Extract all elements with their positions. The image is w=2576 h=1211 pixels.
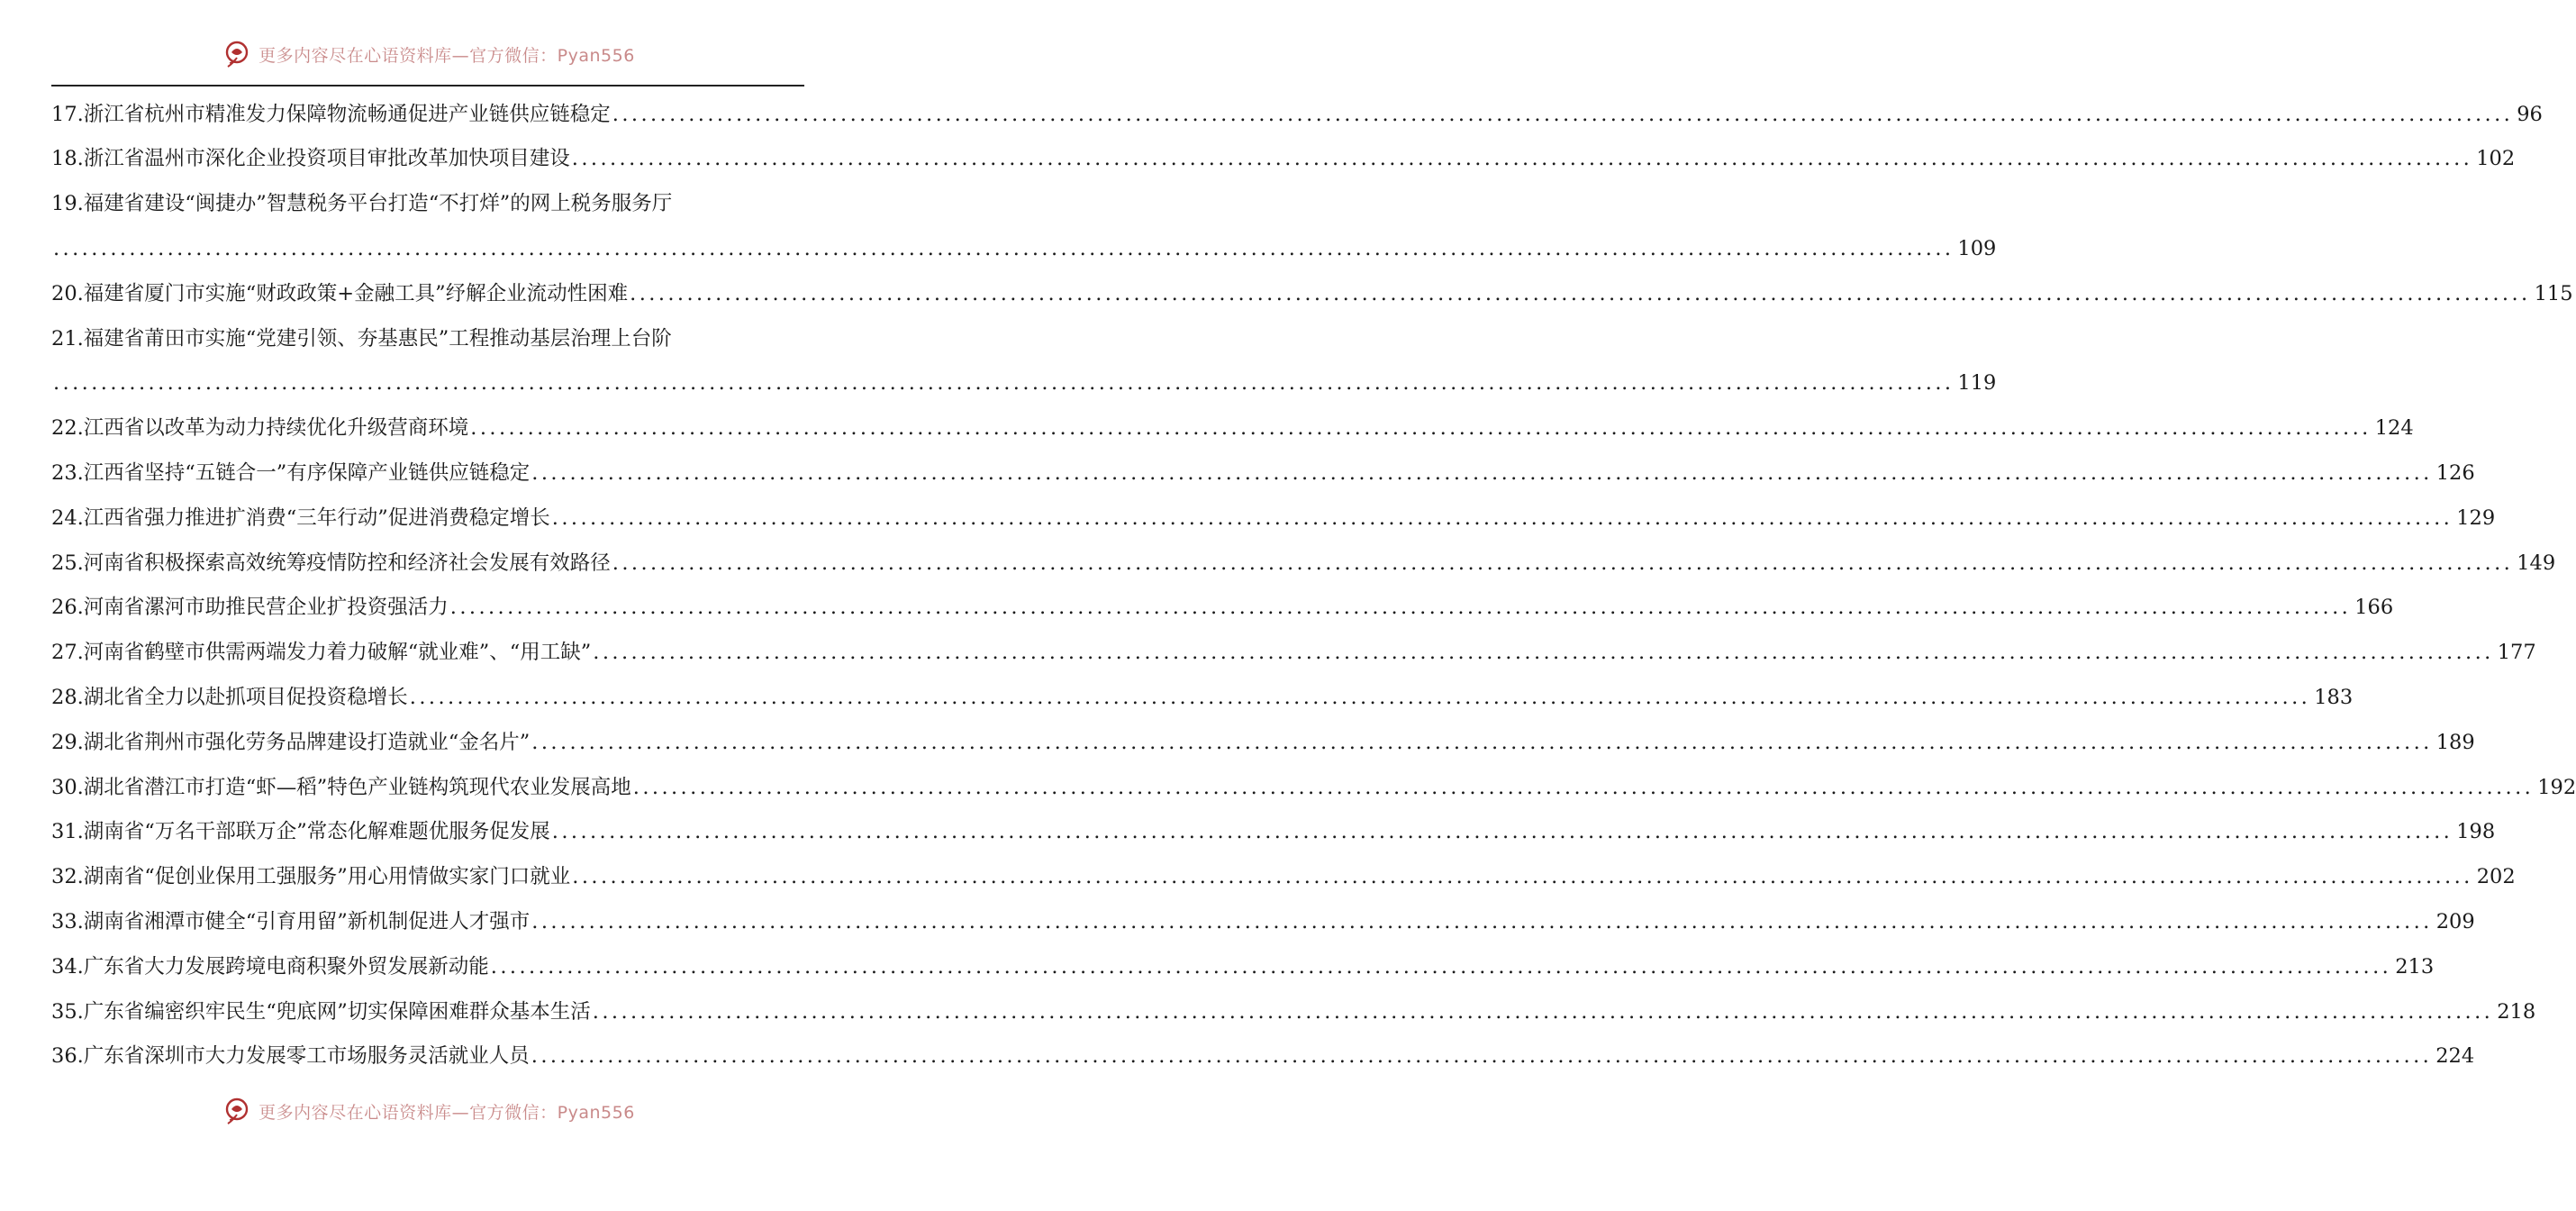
toc-entry[interactable] [51, 451, 2475, 496]
toc-page-number: 102 [2476, 147, 2516, 171]
dot-leader: ........................................................................................................................................................................................................ [531, 1044, 2433, 1069]
toc-entry-title: 30.湖北省潜江市打造“虾—稻”特色产业链构筑现代农业发展高地 [51, 775, 631, 799]
toc-page-number: 189 [2435, 730, 2475, 754]
dot-leader: ........................................................................................................................................................................................................ [409, 686, 2311, 709]
toc-page-number: 183 [2314, 686, 2354, 709]
toc-page-number: 96 [2517, 102, 2543, 126]
toc-entry[interactable] [51, 496, 2496, 541]
toc-entry-title: 19.福建省建设“闽捷办”智慧税务平台打造“不打烊”的网上税务服务厅 [51, 192, 673, 216]
toc-page-number: 129 [2456, 505, 2496, 530]
rose-logo-icon [221, 1095, 253, 1127]
toc-entry-title: 27.河南省鹤壁市供需两端发力着力破解“就业难”、“用工缺” [51, 641, 592, 665]
toc-page-number: 177 [2497, 641, 2536, 665]
toc-entry[interactable] [51, 631, 2536, 676]
toc-entry-title: 25.河南省积极探索高效统筹疫情防控和经济社会发展有效路径 [51, 551, 611, 575]
dot-leader: ........................................................................................................................................................................................................ [531, 730, 2433, 754]
dot-leader: ........................................................................................................................................................................................................ [490, 954, 2392, 979]
toc-entry-title: 22.江西省以改革为动力持续优化升级营商环境 [51, 416, 469, 441]
toc-page-number: 198 [2456, 820, 2496, 844]
toc-entry[interactable] [51, 137, 2516, 182]
dot-leader: ........................................................................................................................................................................................................ [571, 147, 2473, 171]
toc-entry[interactable] [51, 541, 2556, 586]
toc-entry-title: 20.福建省厦门市实施“财政政策+金融工具”纾解企业流动性困难 [51, 281, 629, 305]
dot-leader: ........................................................................................................................................................................................................ [551, 820, 2454, 844]
dot-leader: ........................................................................................................................................................................................................ [551, 505, 2454, 530]
toc-page-number: 109 [1957, 237, 1997, 261]
dot-leader: ........................................................................................................................................................................................................ [572, 865, 2473, 889]
toc-entry-title: 29.湖北省荆州市强化劳务品牌建设打造就业“金名片” [51, 730, 531, 754]
dot-leader: ........................................................................................................................................................................................................ [449, 596, 2352, 620]
toc-page-number: 209 [2435, 909, 2475, 933]
toc-entry[interactable] [51, 586, 2394, 631]
toc-entry[interactable] [51, 675, 2354, 720]
toc-page-number: 124 [2374, 416, 2414, 441]
toc-page-number: 202 [2476, 865, 2516, 889]
dot-leader: ........................................................................................................................................................................................................ [592, 999, 2494, 1024]
toc-entry-title: 35.广东省编密织牢民生“兜底网”切实保障困难群众基本生活 [51, 999, 591, 1024]
dot-leader: ........................................................................................................................................................................................................ [632, 775, 2535, 799]
toc-entry-title: 24.江西省强力推进扩消费“三年行动”促进消费稳定增长 [51, 505, 550, 530]
toc-entry-title: 21.福建省莆田市实施“党建引领、夯基惠民”工程推动基层治理上台阶 [51, 326, 672, 351]
toc-entry-title: 23.江西省坚持“五链合一”有序保障产业链供应链稳定 [51, 461, 531, 486]
toc-entry[interactable] [51, 271, 2573, 316]
toc-entry[interactable] [51, 989, 2536, 1034]
footer-banner-text: 更多内容尽在心语资料库—官方微信：Pyan556 [259, 1102, 635, 1123]
header-banner-text: 更多内容尽在心语资料库—官方微信：Pyan556 [259, 45, 635, 66]
toc-entry-title: 26.河南省漯河市助推民营企业扩投资强活力 [51, 596, 449, 620]
toc-entry-title: 18.浙江省温州市深化企业投资项目审批改革加快项目建设 [51, 147, 570, 171]
toc-page-number: 224 [2435, 1044, 2475, 1069]
toc-entry[interactable] [51, 944, 2435, 989]
toc-entry[interactable] [51, 855, 2516, 900]
toc-entry[interactable] [51, 182, 804, 227]
toc-entry-title: 17.浙江省杭州市精准发力保障物流畅通促进产业链供应链稳定 [51, 102, 611, 126]
toc-page-number: 218 [2497, 999, 2536, 1024]
toc-page-number: 192 [2537, 775, 2576, 799]
toc-entry[interactable] [51, 765, 2576, 810]
toc-entry[interactable] [51, 899, 2475, 944]
toc-entry[interactable] [51, 316, 804, 361]
toc-entry-continuation[interactable] [51, 361, 1997, 406]
table-of-contents [51, 92, 2576, 1079]
toc-entry-title: 28.湖北省全力以赴抓项目促投资稳增长 [51, 686, 408, 709]
toc-page-number: 115 [2534, 281, 2573, 305]
dot-leader: ........................................................................................................................................................................................................ [53, 237, 1955, 261]
rose-logo-icon [221, 38, 253, 70]
header-banner [0, 36, 856, 72]
dot-leader: ........................................................................................................................................................................................................ [531, 909, 2433, 933]
toc-entry-title: 36.广东省深圳市大力发展零工市场服务灵活就业人员 [51, 1044, 530, 1069]
toc-entry-title: 32.湖南省“促创业保用工强服务”用心用情做实家门口就业 [51, 865, 571, 889]
dot-leader: ........................................................................................................................................................................................................ [593, 641, 2494, 665]
toc-entry[interactable] [51, 810, 2496, 855]
footer-banner [0, 1093, 856, 1129]
toc-page-number: 126 [2435, 461, 2475, 486]
toc-page-number: 149 [2517, 551, 2556, 575]
header-rule [51, 85, 804, 86]
toc-entry-title: 34.广东省大力发展跨境电商积聚外贸发展新动能 [51, 954, 489, 979]
toc-entry-continuation[interactable] [51, 226, 1997, 271]
dot-leader: ........................................................................................................................................................................................................ [612, 551, 2514, 575]
toc-entry[interactable] [51, 92, 2543, 137]
dot-leader: ........................................................................................................................................................................................................ [531, 461, 2433, 486]
toc-entry-title: 31.湖南省“万名干部联万企”常态化解难题优服务促发展 [51, 820, 550, 844]
toc-page-number: 166 [2354, 596, 2394, 620]
toc-entry-title: 33.湖南省湘潭市健全“引育用留”新机制促进人才强市 [51, 909, 531, 933]
toc-page-number: 119 [1957, 371, 1997, 396]
dot-leader: ........................................................................................................................................................................................................ [470, 416, 2372, 441]
toc-entry[interactable] [51, 406, 2414, 451]
dot-leader: ........................................................................................................................................................................................................ [612, 102, 2514, 126]
dot-leader: ........................................................................................................................................................................................................ [630, 281, 2531, 305]
toc-entry[interactable] [51, 1034, 2475, 1079]
toc-entry[interactable] [51, 720, 2475, 765]
dot-leader: ........................................................................................................................................................................................................ [53, 371, 1955, 396]
toc-page-number: 213 [2395, 954, 2435, 979]
